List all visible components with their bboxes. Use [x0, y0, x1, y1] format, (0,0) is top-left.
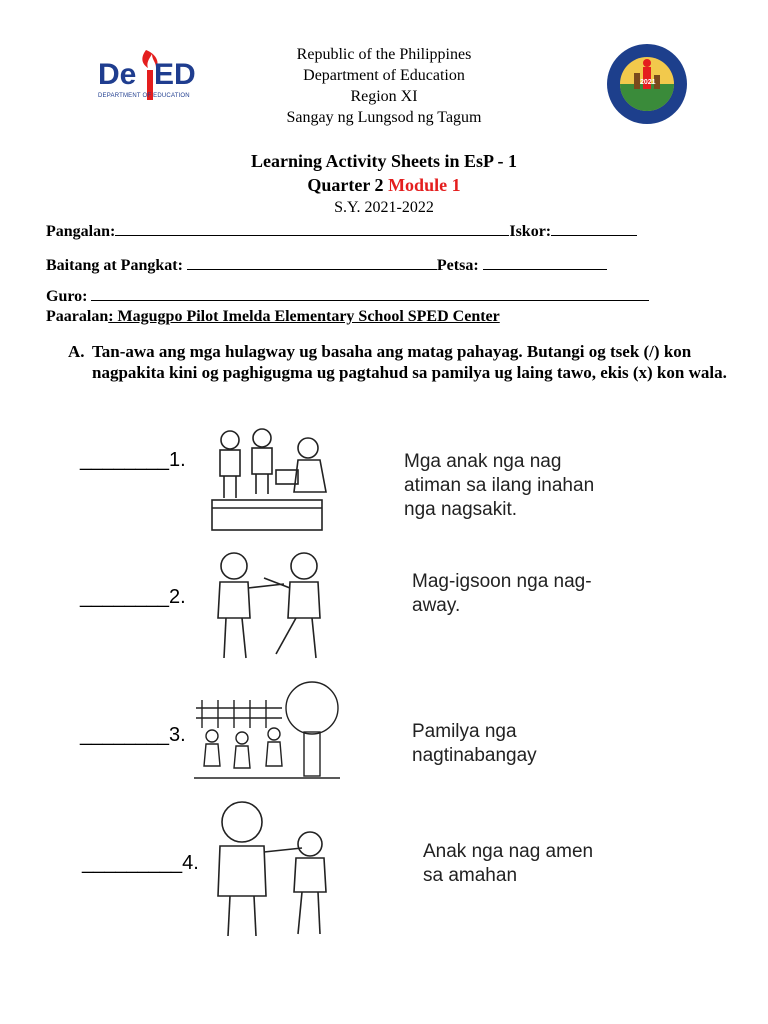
item-2-line-1: Mag-igsoon nga nag- [412, 571, 592, 592]
item-2-blank[interactable]: ________2. [80, 586, 186, 608]
item-1-text [404, 450, 594, 522]
deped-logo [96, 44, 206, 106]
item-4-line-1: Anak nga nag amen [423, 841, 594, 862]
teacher-field-row [46, 286, 649, 306]
quarter-line [184, 175, 584, 196]
seal-year: 2021 [640, 79, 656, 86]
item-2-line-2: away. [412, 595, 461, 616]
school-field-row [46, 308, 500, 326]
item-3-picture [192, 678, 342, 784]
header-region: Region XI [350, 88, 418, 105]
name-field-row [46, 221, 637, 241]
svg-text:ED: ED [154, 58, 196, 91]
svg-text:De: De [98, 58, 137, 91]
header-division: Sangay ng Lungsod ng Tagum [286, 109, 482, 126]
quarter-label: Quarter 2 [307, 175, 389, 195]
item-4-blank[interactable]: _________4. [82, 852, 199, 874]
date-label: Petsa: [436, 257, 483, 274]
item-1-line-1: Mga anak nga nag [404, 451, 562, 472]
item-3-blank[interactable]: ________3. [80, 724, 186, 746]
date-blank[interactable] [483, 255, 607, 270]
school-year: S.Y. 2021-2022 [334, 199, 434, 216]
item-2-text [412, 570, 592, 618]
item-4-picture [206, 796, 336, 944]
header-department: Department of Education [303, 67, 465, 84]
instruction-text: Tan-awa ang mga hulagway ug basaha ang matag pahayag. Butangi og tsek (/) kon nagpakita kini og paghigugma ug pagtahud sa pamilya ug laing tawo, ekis (x) kon wala. [92, 342, 727, 382]
teacher-blank[interactable] [91, 286, 649, 301]
item-1-picture [208, 422, 338, 534]
score-label: Iskor: [509, 223, 552, 240]
item-1-line-2: atiman sa ilang inahan [404, 475, 595, 496]
instruction-letter: A. [68, 342, 85, 361]
module-label: Module 1 [388, 175, 461, 195]
header-republic: Republic of the Philippines [296, 46, 472, 63]
grade-field-row [46, 255, 607, 275]
item-4-line-2: sa amahan [423, 865, 518, 886]
teacher-label: Guro: [46, 288, 92, 305]
grade-blank[interactable] [187, 255, 437, 270]
name-label: Pangalan: [46, 223, 116, 240]
item-1-blank[interactable]: ________1. [80, 449, 186, 471]
item-3-text [412, 720, 537, 768]
name-blank[interactable] [115, 221, 509, 236]
division-seal-icon [606, 43, 688, 125]
item-2-picture [204, 548, 334, 666]
school-label: Paaralan [46, 308, 109, 325]
school-value: : Magugpo Pilot Imelda Elementary School SPED Center [108, 308, 500, 325]
item-3-line-1: Pamilya nga [412, 721, 517, 742]
title-line: Learning Activity Sheets in EsP - 1 [250, 151, 517, 171]
deped-logo-subtitle: DEPARTMENT OF EDUCATION [98, 93, 190, 99]
grade-label: Baitang at Pangkat: [46, 257, 187, 274]
score-blank[interactable] [551, 221, 637, 236]
item-1-line-3: nga nagsakit. [404, 499, 518, 520]
item-3-line-2: nagtinabangay [412, 745, 537, 766]
item-4-text [423, 840, 593, 888]
